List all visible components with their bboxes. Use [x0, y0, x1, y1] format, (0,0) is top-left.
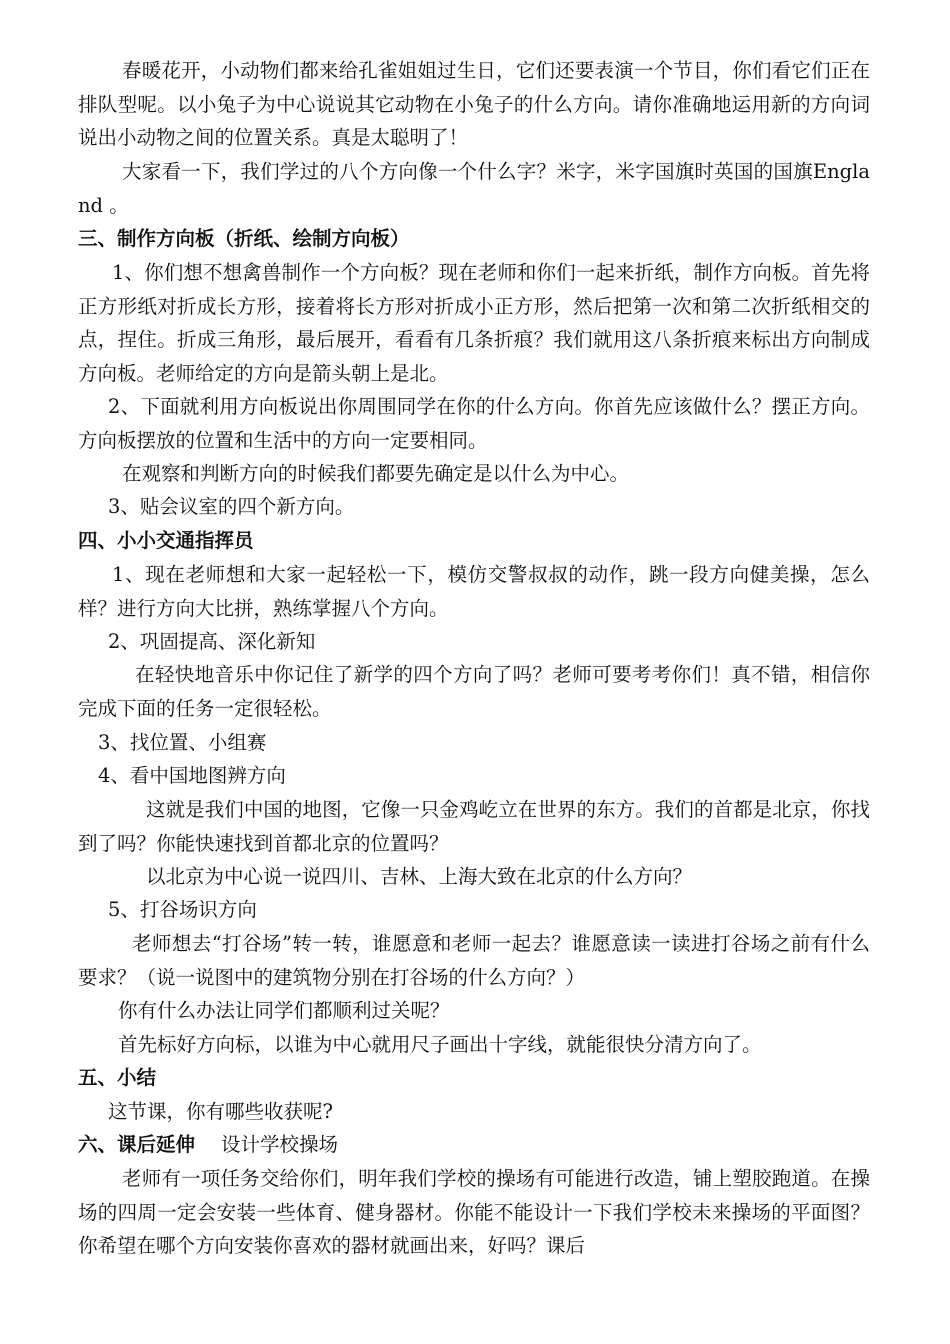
paragraph-traffic-police: 1、现在老师想和大家一起轻松一下，模仿交警叔叔的动作，跳一段方向健美操，怎么样？进行方向大比拼，熟练掌握八个方向。	[78, 563, 870, 620]
paragraph-consolidate: 2、巩固提高、深化新知	[108, 630, 316, 653]
section-heading-5: 五、小结	[78, 1066, 157, 1089]
section-heading-4: 四、小小交通指挥员	[78, 529, 254, 552]
paragraph-music: 在轻快地音乐中你记住了新学的四个方向了吗？老师可要考考你们！真不错，相信你完成下面的任务一定很轻松。	[78, 663, 870, 720]
paragraph-fold-paper: 1、你们想不想禽兽制作一个方向板？现在老师和你们一起来折纸，制作方向板。首先将正方形纸对折成长方形，接着将长方形对折成小正方形，然后把第一次和第二次折纸相交的点，捏住。折成三角形，最后展开，看看有几条折痕？我们就用这八条折痕来标出方向制成方向板。老师给定的方向是箭头朝上是北。	[78, 261, 870, 386]
paragraph-golden-rooster: 这就是我们中国的地图，它像一只金鸡屹立在世界的东方。我们的首都是北京，你找到了吗？你能快速找到首都北京的位置吗？	[78, 798, 870, 855]
paragraph-beijing-center: 以北京为中心说一说四川、吉林、上海大致在北京的什么方向？	[146, 865, 693, 888]
paragraph-eight-directions: 大家看一下，我们学过的八个方向像一个什么字？米字，米字国旗时英国的国旗England 。	[78, 160, 870, 217]
paragraph-meeting-room: 3、贴会议室的四个新方向。	[108, 495, 355, 518]
paragraph-gains: 这节课，你有哪些收获呢?	[108, 1100, 333, 1123]
section-heading-6	[78, 1128, 870, 1162]
paragraph-center: 在观察和判断方向的时候我们都要先确定是以什么为中心。	[122, 462, 630, 485]
paragraph-spring: 春暖花开，小动物们都来给孔雀姐姐过生日，它们还要表演一个节目，你们看它们正在排队型呢。以小兔子为中心说说其它动物在小兔子的什么方向。请你准确地运用新的方向词说出小动物之间的位置关系。真是太聪明了！	[78, 59, 870, 150]
paragraph-playground-design: 老师有一项任务交给你们，明年我们学校的操场有可能进行改造，铺上塑胶跑道。在操场的四周一定会安装一些体育、健身器材。你能不能设计一下我们学校未来操场的平面图？你希望在哪个方向安装你喜欢的器材就画出来，好吗？课后	[78, 1167, 870, 1258]
paragraph-pass-level: 你有什么办法让同学们都顺利过关呢？	[118, 999, 450, 1022]
paragraph-direction-board: 2、下面就利用方向板说出你周围同学在你的什么方向。你首先应该做什么？摆正方向。方向板摆放的位置和生活中的方向一定要相同。	[78, 395, 870, 452]
paragraph-find-position: 3、找位置、小组赛	[98, 731, 267, 754]
paragraph-threshing-floor: 5、打谷场识方向	[108, 898, 257, 921]
paragraph-cross-lines: 首先标好方向标，以谁为中心就用尺子画出十字线，就能很快分清方向了。	[118, 1033, 762, 1056]
section-heading-6-title: 六、课后延伸	[78, 1133, 196, 1156]
section-heading-6-subtitle: 设计学校操场	[221, 1133, 339, 1156]
paragraph-china-map: 4、看中国地图辨方向	[98, 764, 286, 787]
section-heading-3: 三、制作方向板（折纸、绘制方向板）	[78, 227, 410, 250]
paragraph-threshing-floor-visit: 老师想去“打谷场”转一转，谁愿意和老师一起去？谁愿意读一读进打谷场之前有什么要求？（说一说图中的建筑物分别在打谷场的什么方向？）	[78, 932, 870, 989]
